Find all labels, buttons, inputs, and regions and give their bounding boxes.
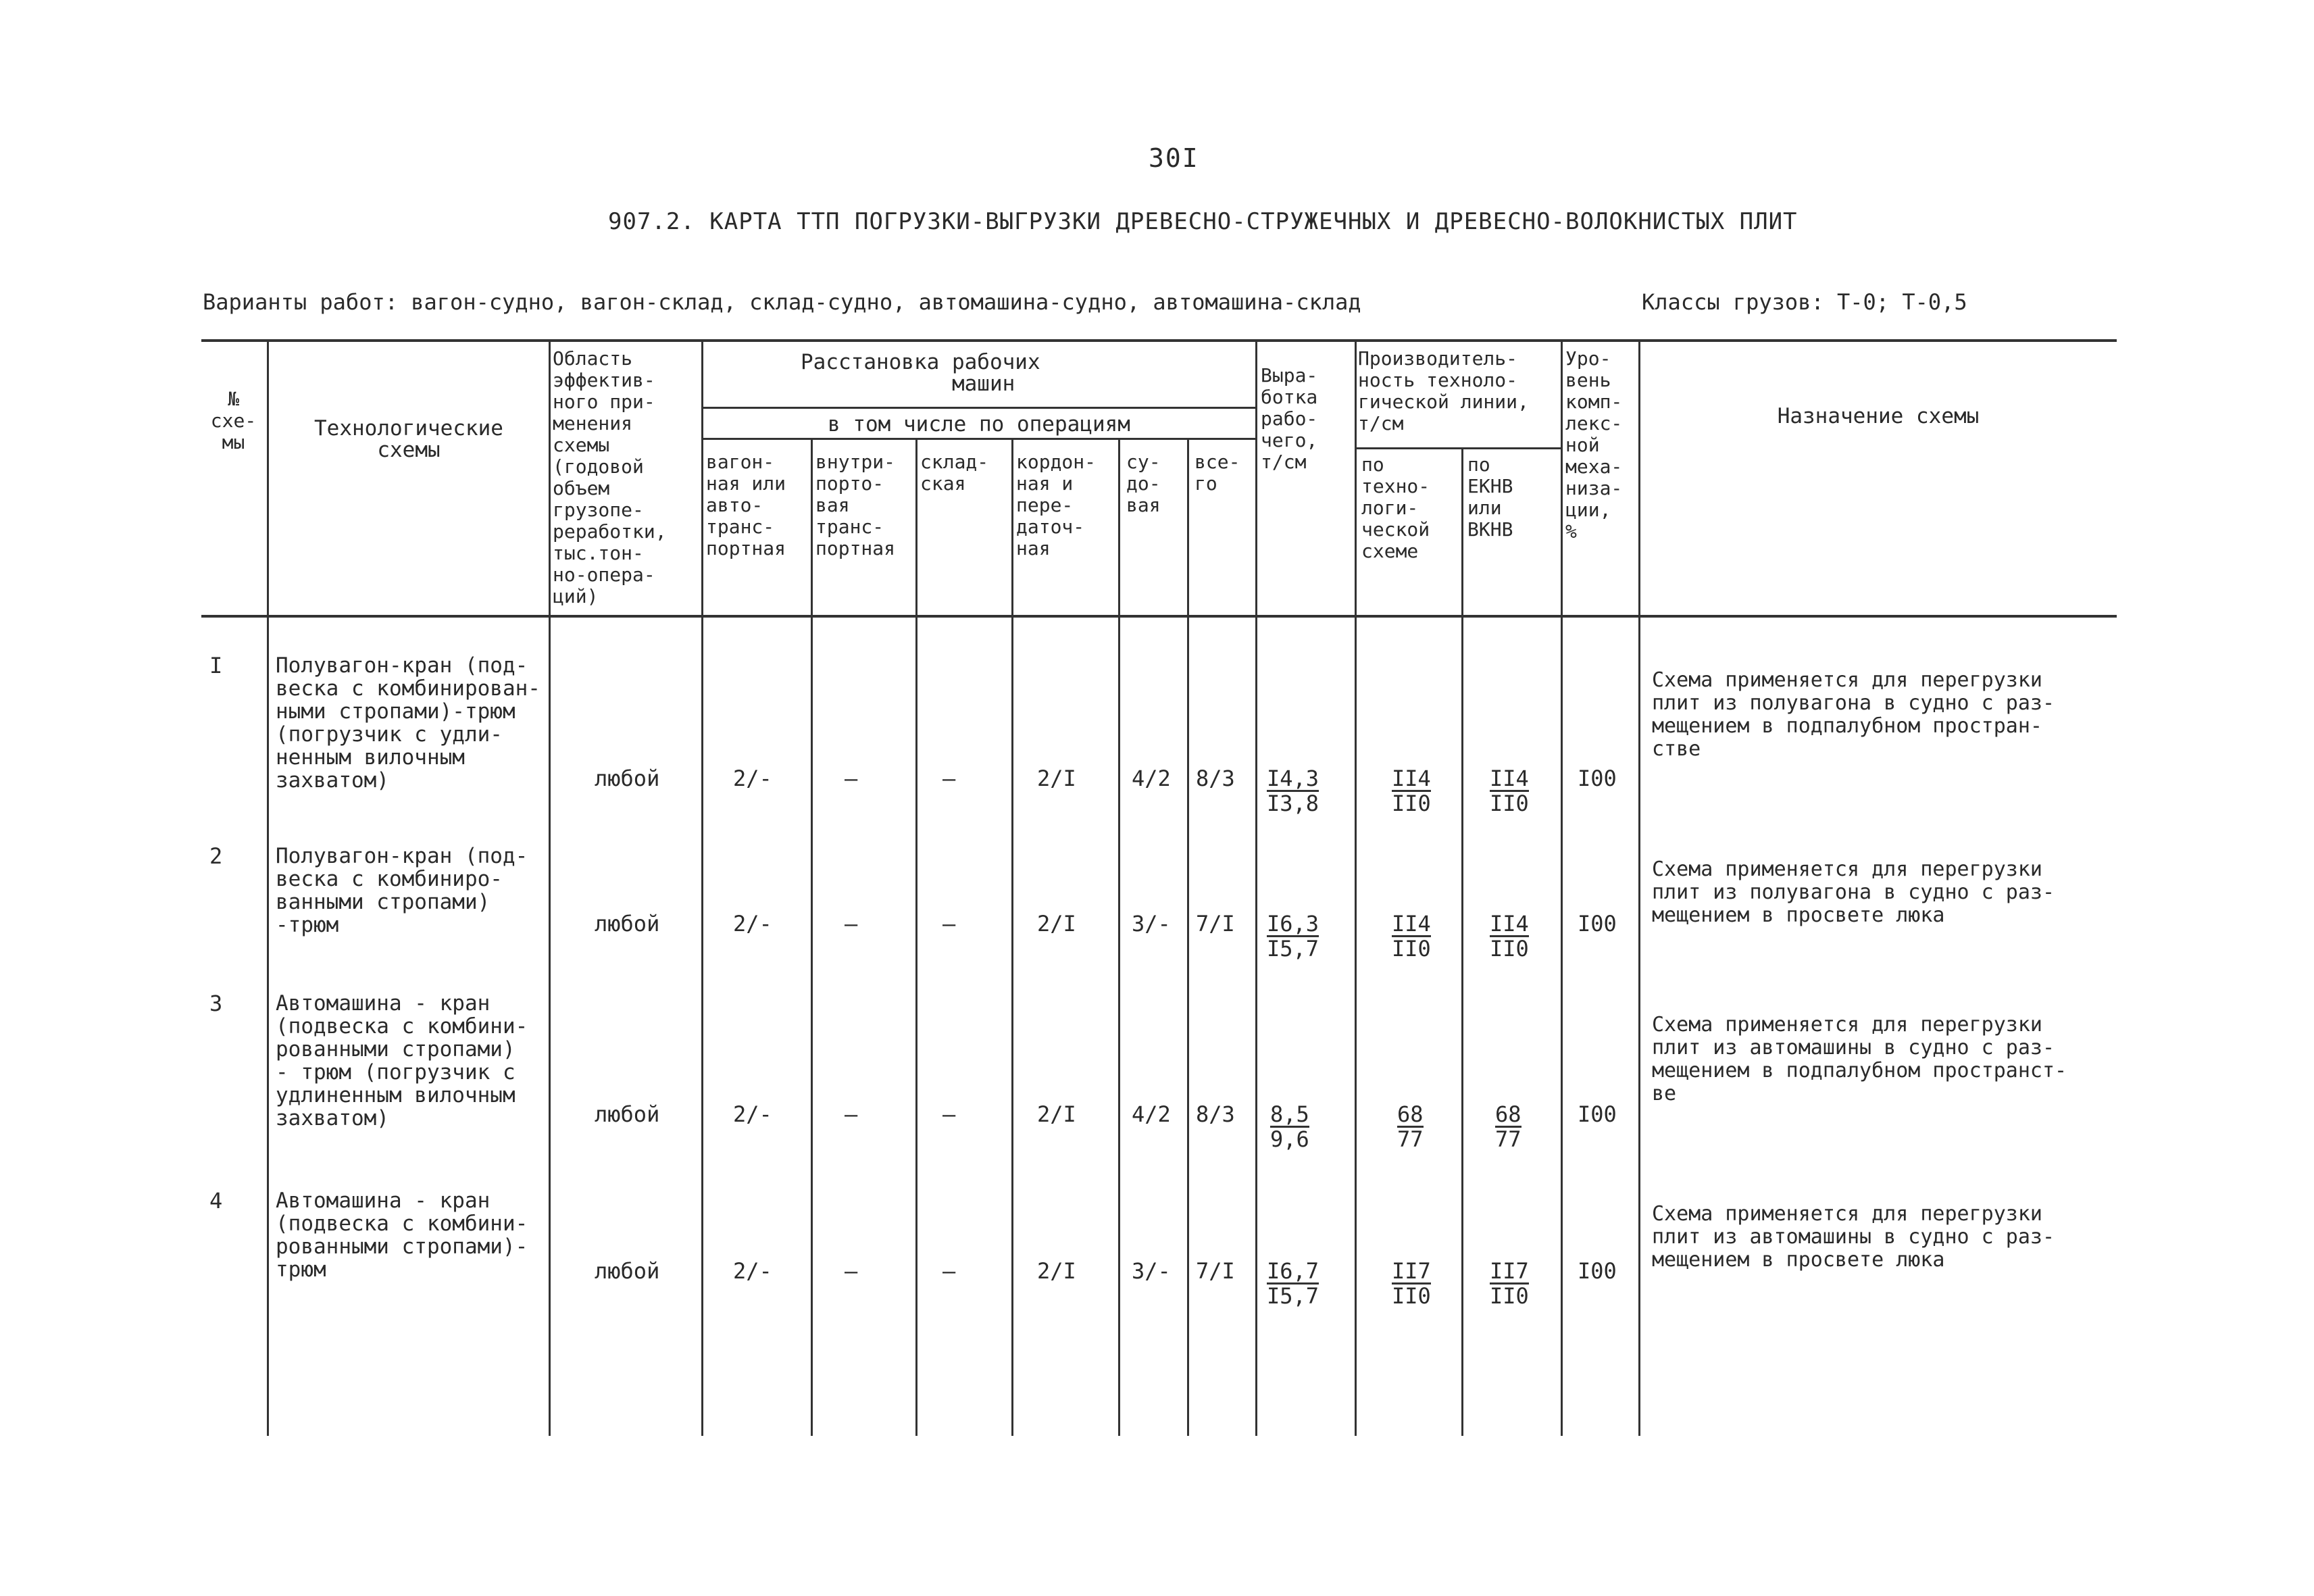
row-2-output: [1267, 912, 1319, 960]
row-2-ship: 3/-: [1132, 911, 1171, 937]
row-3-total: 8/3: [1196, 1101, 1235, 1127]
col-divider-10: [1355, 341, 1357, 1436]
row-3-output-num: 8,5: [1270, 1101, 1309, 1127]
header-op-total: все- го: [1194, 451, 1240, 495]
row-1-total: 8/3: [1196, 766, 1235, 791]
col-divider-4: [811, 439, 813, 1436]
row-3-warehouse: –: [942, 1101, 956, 1127]
row-4-purpose: Схема применяется для перегрузки плит из автомашины в судно с раз- мещением в просвете люка: [1652, 1202, 2055, 1272]
header-prod-by-eknv: по ЕКНВ или ВКНВ: [1467, 453, 1513, 541]
header-op-wagon: вагон- ная или авто- транс- портная: [706, 451, 786, 559]
row-2-kordon: 2/I: [1037, 911, 1076, 937]
row-2-scheme: Полувагон-кран (под- веска с комбиниро- ванными стропами) -трюм: [276, 844, 528, 937]
row-4-kordon: 2/I: [1037, 1258, 1076, 1284]
row-1-ship: 4/2: [1132, 766, 1171, 791]
row-1-eknv-den: II0: [1490, 791, 1529, 816]
row-2-prod-eknv: [1490, 912, 1529, 960]
header-op-internal: внутри- порто- вая транс- портная: [815, 451, 896, 559]
row-1-output: [1267, 767, 1319, 815]
row-4-total: 7/I: [1196, 1258, 1235, 1284]
header-op-kordon: кордон- ная и пере- даточ- ная: [1016, 451, 1097, 559]
row-1-output-num: I4,3: [1267, 766, 1319, 791]
col-divider-13: [1638, 341, 1640, 1436]
row-1-prod-num: II4: [1392, 766, 1431, 791]
header-scheme-purpose: Назначение схемы: [1777, 404, 1980, 428]
header-machine-placement: Расстановка рабочих машин: [801, 350, 1040, 396]
row-1-number: I: [209, 653, 223, 678]
page-number: 30I: [1149, 143, 1199, 173]
row-1-mech: I00: [1578, 766, 1617, 791]
row-2-prod-scheme: [1392, 912, 1431, 960]
placement-subheader-line: [703, 407, 1257, 409]
header-op-ship: су- до- вая: [1126, 451, 1161, 516]
row-2-eknv-num: II4: [1490, 911, 1529, 937]
header-worker-output: Выра- ботка рабо- чего, т/см: [1261, 364, 1318, 473]
row-1-kordon: 2/I: [1037, 766, 1076, 791]
row-4-eknv-num: II7: [1490, 1258, 1529, 1284]
header-mechanization-level: Уро- вень комп- лекс- ной меха- низа- ции, %: [1565, 347, 1623, 543]
row-3-kordon: 2/I: [1037, 1101, 1076, 1127]
header-op-warehouse: склад- ская: [920, 451, 989, 495]
row-2-mech: I00: [1578, 911, 1617, 937]
row-1-eknv-num: II4: [1490, 766, 1529, 791]
row-3-prod-scheme: [1397, 1103, 1424, 1151]
row-4-mech: I00: [1578, 1258, 1617, 1284]
col-divider-11: [1461, 449, 1463, 1436]
document-title: 907.2. КАРТА ТТП ПОГРУЗКИ-ВЫГРУЗКИ ДРЕВЕСНО-СТРУЖЕЧНЫХ И ДРЕВЕСНО-ВОЛОКНИСТЫХ ПЛИТ: [608, 208, 1798, 235]
col-divider-9: [1255, 341, 1257, 1436]
row-4-prod-den: II0: [1392, 1283, 1431, 1309]
row-2-wagon: 2/-: [733, 911, 772, 937]
col-divider-7: [1118, 439, 1120, 1436]
row-1-scheme: Полувагон-кран (под- веска с комбинирован- ными стропами)-трюм (погрузчик с удли- ненным вилочным захватом): [276, 653, 540, 793]
row-3-prod-eknv: [1495, 1103, 1521, 1151]
row-3-mech: I00: [1578, 1101, 1617, 1127]
row-3-number: 3: [209, 991, 223, 1016]
row-1-wagon: 2/-: [733, 766, 772, 791]
row-3-purpose: Схема применяется для перегрузки плит из автомашины в судно с раз- мещением в подпалубном пространст- ве: [1652, 1013, 2067, 1105]
row-2-internal: –: [845, 911, 858, 937]
row-3-ship: 4/2: [1132, 1101, 1171, 1127]
row-3-internal: –: [845, 1101, 858, 1127]
row-1-area: любой: [595, 766, 660, 791]
col-divider-8: [1187, 439, 1189, 1436]
table-top-border: [201, 339, 2117, 342]
row-4-prod-eknv: [1490, 1260, 1529, 1307]
row-4-output: [1267, 1260, 1319, 1307]
col-divider-6: [1011, 439, 1013, 1436]
row-4-output-den: I5,7: [1267, 1283, 1319, 1309]
row-3-output-den: 9,6: [1270, 1126, 1309, 1152]
row-3-area: любой: [595, 1101, 660, 1127]
row-3-wagon: 2/-: [733, 1101, 772, 1127]
row-3-scheme: Автомашина - кран (подвеска с комбини- рованными стропами) - трюм (погрузчик с удлиненным вилочным захватом): [276, 991, 528, 1130]
row-2-output-den: I5,7: [1267, 936, 1319, 962]
col-divider-12: [1561, 341, 1563, 1436]
row-2-total: 7/I: [1196, 911, 1235, 937]
row-4-prod-num: II7: [1392, 1258, 1431, 1284]
row-3-prod-num: 68: [1397, 1101, 1424, 1127]
row-2-purpose: Схема применяется для перегрузки плит из полувагона в судно с раз- мещением в просвете люка: [1652, 857, 2055, 927]
row-4-number: 4: [209, 1188, 223, 1214]
col-divider-1: [267, 341, 269, 1436]
col-divider-2: [549, 341, 551, 1436]
row-4-scheme: Автомашина - кран (подвеска с комбини- рованными стропами)- трюм: [276, 1189, 528, 1282]
row-1-output-den: I3,8: [1267, 791, 1319, 816]
row-4-area: любой: [595, 1258, 660, 1284]
header-prod-by-scheme: по техно- логи- ческой схеме: [1361, 453, 1430, 562]
row-4-warehouse: –: [942, 1258, 956, 1284]
row-3-eknv-num: 68: [1495, 1101, 1521, 1127]
header-line-productivity: Производитель- ность техноло- гической линии, т/см: [1358, 347, 1529, 434]
row-2-eknv-den: II0: [1490, 936, 1529, 962]
row-4-eknv-den: II0: [1490, 1283, 1529, 1309]
row-1-purpose: Схема применяется для перегрузки плит из полувагона в судно с раз- мещением в подпалубном простран- стве: [1652, 668, 2055, 761]
row-2-output-num: I6,3: [1267, 911, 1319, 937]
row-1-prod-scheme: [1392, 767, 1431, 815]
cargo-classes: Классы грузов: Т-0; Т-0,5: [1642, 289, 1967, 315]
operations-subheader-line: [703, 438, 1257, 440]
header-bottom-border: [201, 615, 2117, 618]
row-2-prod-num: II4: [1392, 911, 1431, 937]
row-3-eknv-den: 77: [1495, 1126, 1521, 1152]
row-4-output-num: I6,7: [1267, 1258, 1319, 1284]
col-divider-5: [915, 439, 917, 1436]
row-2-number: 2: [209, 843, 223, 869]
row-4-prod-scheme: [1392, 1260, 1431, 1307]
row-1-prod-den: II0: [1392, 791, 1431, 816]
header-including-operations: в том числе по операциям: [828, 412, 1130, 437]
row-4-wagon: 2/-: [733, 1258, 772, 1284]
header-application-area: Область эффектив- ного при- менения схемы (годовой объем грузопе- реработки, тыс.тон- но-опера- ций): [553, 347, 667, 607]
work-variants: Варианты работ: вагон-судно, вагон-склад, склад-судно, автомашина-судно, автомашина-склад: [203, 289, 1361, 315]
row-3-output: [1270, 1103, 1309, 1151]
row-1-prod-eknv: [1490, 767, 1529, 815]
row-2-prod-den: II0: [1392, 936, 1431, 962]
row-4-internal: –: [845, 1258, 858, 1284]
row-2-area: любой: [595, 911, 660, 937]
row-4-ship: 3/-: [1132, 1258, 1171, 1284]
row-1-warehouse: –: [942, 766, 956, 791]
header-scheme-number: № схе- мы: [210, 388, 257, 453]
header-technological-schemes: Технологические схемы: [314, 416, 503, 462]
productivity-subheader-line: [1355, 447, 1561, 449]
row-1-internal: –: [845, 766, 858, 791]
col-divider-3: [701, 341, 703, 1436]
row-3-prod-den: 77: [1397, 1126, 1424, 1152]
row-2-warehouse: –: [942, 911, 956, 937]
